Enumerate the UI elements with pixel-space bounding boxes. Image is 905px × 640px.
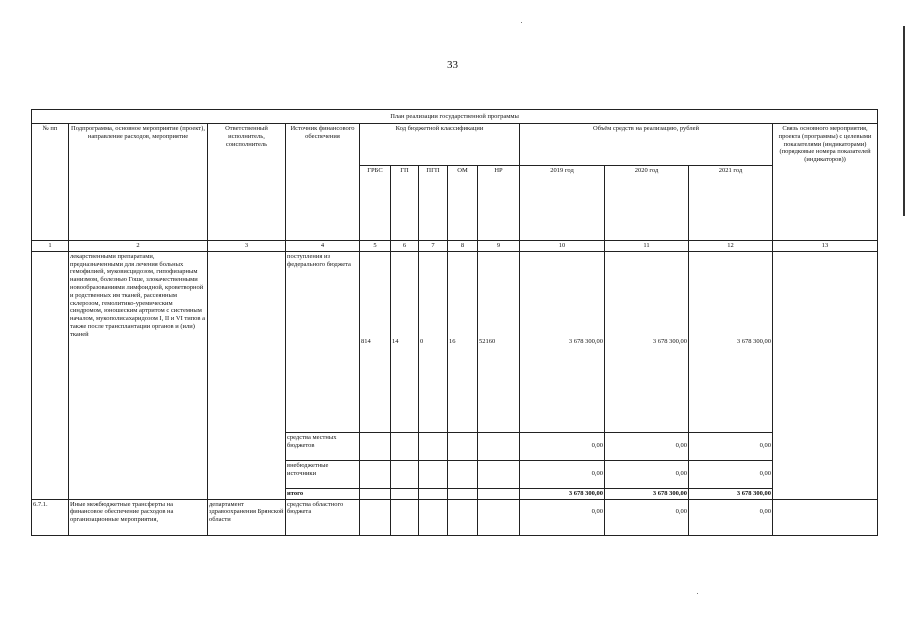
empty-cell bbox=[419, 488, 448, 499]
row-2020: 3 678 300,00 bbox=[605, 251, 689, 432]
row-pgp: 0 bbox=[419, 251, 448, 432]
empty-cell bbox=[419, 499, 448, 535]
header-np: НР bbox=[478, 166, 520, 241]
empty-cell bbox=[360, 460, 391, 488]
row-2021: 0,00 bbox=[689, 499, 773, 535]
empty-cell bbox=[478, 432, 520, 460]
total-2021: 3 678 300,00 bbox=[689, 488, 773, 499]
header-2019: 2019 год bbox=[520, 166, 605, 241]
empty-cell bbox=[448, 460, 478, 488]
empty-cell bbox=[391, 488, 419, 499]
col-number: 2 bbox=[69, 241, 208, 252]
header-link: Связь основного мероприятия, проекта (программы) с целевыми показателями (индикаторами) (порядковые номера показателей (индикаторов)) bbox=[773, 124, 878, 241]
row-link-empty bbox=[773, 251, 878, 499]
row-2019: 3 678 300,00 bbox=[520, 251, 605, 432]
header-2020: 2020 год bbox=[605, 166, 689, 241]
row-om: 16 bbox=[448, 251, 478, 432]
row-2021: 0,00 bbox=[689, 460, 773, 488]
row-source: внебюджетные источники bbox=[286, 460, 360, 488]
col-number: 11 bbox=[605, 241, 689, 252]
empty-cell bbox=[478, 460, 520, 488]
row-2021: 3 678 300,00 bbox=[689, 251, 773, 432]
empty-cell bbox=[360, 432, 391, 460]
empty-cell bbox=[391, 432, 419, 460]
row-source: поступления из федерального бюджета bbox=[286, 251, 360, 432]
row-2020: 0,00 bbox=[605, 460, 689, 488]
table-row bbox=[32, 251, 878, 432]
empty-cell bbox=[419, 460, 448, 488]
row-source: средства областного бюджета bbox=[286, 499, 360, 535]
table-row bbox=[32, 499, 878, 535]
row-2019: 0,00 bbox=[520, 499, 605, 535]
col-number: 6 bbox=[391, 241, 419, 252]
empty-cell bbox=[391, 460, 419, 488]
row-source-total: итого bbox=[286, 488, 360, 499]
empty-cell bbox=[360, 499, 391, 535]
row-np: 52160 bbox=[478, 251, 520, 432]
header-gp: ГП bbox=[391, 166, 419, 241]
empty-cell bbox=[448, 499, 478, 535]
col-number: 3 bbox=[208, 241, 286, 252]
row-executor-empty bbox=[208, 251, 286, 499]
col-number: 5 bbox=[360, 241, 391, 252]
row-description: лекарственными препаратами, предназначенными для лечения больных гемофилией, муковисцидозом, гипофизарным нанизмом, болезнью Гоше, злокачественными новообразованиями лимфоидной, кроветворной и родственных им тканей, рассеянным склерозом, гемолитико-уремическим синдромом, юношеским артритом с системным началом, мукополисахаридозом I, II и VI типов а также после трансплантации органов и (или) тканей bbox=[69, 251, 208, 499]
header-funding: Объём средств на реализацию, рублей bbox=[520, 124, 773, 166]
header-pgp: ПГП bbox=[419, 166, 448, 241]
empty-cell bbox=[419, 432, 448, 460]
header-om: ОМ bbox=[448, 166, 478, 241]
row-description: Иные межбюджетные трансферты на финансовое обеспечение расходов на организационные мероприятия, bbox=[69, 499, 208, 535]
row-gp: 14 bbox=[391, 251, 419, 432]
row-2020: 0,00 bbox=[605, 499, 689, 535]
col-number: 8 bbox=[448, 241, 478, 252]
col-number: 9 bbox=[478, 241, 520, 252]
col-number: 1 bbox=[32, 241, 69, 252]
scan-speck bbox=[697, 593, 698, 594]
header-grbs: ГРБС bbox=[360, 166, 391, 241]
header-subprogram: Подпрограмма, основное мероприятие (проект), направление расходов, мероприятие bbox=[69, 124, 208, 241]
header-executor: Ответственный исполнитель, соисполнитель bbox=[208, 124, 286, 241]
col-number: 10 bbox=[520, 241, 605, 252]
empty-cell bbox=[360, 488, 391, 499]
header-row-1 bbox=[32, 124, 878, 166]
empty-cell bbox=[773, 499, 878, 535]
scan-speck bbox=[521, 22, 522, 23]
row-executor: департамент здравоохранения Брянской области bbox=[208, 499, 286, 535]
row-2019: 0,00 bbox=[520, 460, 605, 488]
row-2019: 0,00 bbox=[520, 432, 605, 460]
total-2020: 3 678 300,00 bbox=[605, 488, 689, 499]
header-source: Источник финансового обеспечения bbox=[286, 124, 360, 241]
row-source: средства местных бюджетов bbox=[286, 432, 360, 460]
total-2019: 3 678 300,00 bbox=[520, 488, 605, 499]
row-num-empty bbox=[32, 251, 69, 499]
empty-cell bbox=[478, 499, 520, 535]
col-number: 4 bbox=[286, 241, 360, 252]
row-2021: 0,00 bbox=[689, 432, 773, 460]
row-2020: 0,00 bbox=[605, 432, 689, 460]
row-num: 6.7.1. bbox=[32, 499, 69, 535]
row-grbs: 814 bbox=[360, 251, 391, 432]
empty-cell bbox=[478, 488, 520, 499]
column-number-row bbox=[32, 241, 878, 252]
empty-cell bbox=[391, 499, 419, 535]
col-number: 12 bbox=[689, 241, 773, 252]
table-title-row bbox=[32, 110, 878, 124]
page-number: 33 bbox=[447, 59, 458, 71]
header-budget-code: Код бюджетной классификации bbox=[360, 124, 520, 166]
col-number: 7 bbox=[419, 241, 448, 252]
empty-cell bbox=[448, 432, 478, 460]
plan-table bbox=[31, 109, 878, 536]
header-2021: 2021 год bbox=[689, 166, 773, 241]
header-num: № пп bbox=[32, 124, 69, 241]
empty-cell bbox=[448, 488, 478, 499]
col-number: 13 bbox=[773, 241, 878, 252]
table-title: План реализации государственной программы bbox=[32, 110, 878, 124]
